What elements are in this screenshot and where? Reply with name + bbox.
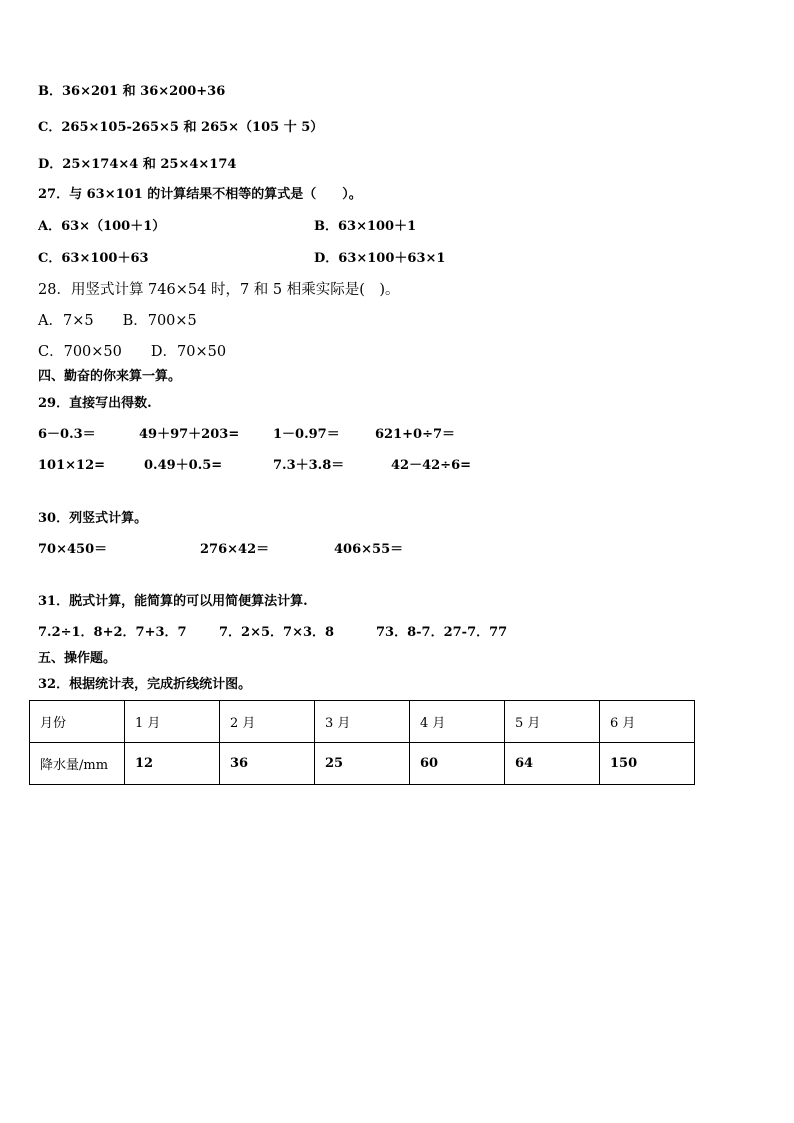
q27-option-c: C．63×100＋63 (38, 251, 149, 266)
table-cell: 月份 (30, 701, 125, 743)
table-row (30, 743, 695, 785)
q27-option-a: A．63×（100＋1） (38, 219, 166, 234)
q29-item: 0.49＋0.5= (144, 458, 223, 473)
table-cell: 6 月 (600, 701, 695, 743)
table-cell: 36 (220, 743, 315, 785)
q29-item: 621+0÷7＝ (375, 427, 456, 442)
table-cell: 64 (505, 743, 600, 785)
q26-option-b: B．36×201 和 36×200+36 (38, 84, 226, 99)
q26-option-c: C．265×105-265×5 和 265×（105 十 5） (38, 120, 324, 135)
q29-item: 7.3＋3.8＝ (273, 458, 345, 473)
q30-item: 70×450＝ (38, 542, 108, 557)
table-cell: 60 (410, 743, 505, 785)
q30-item: 406×55＝ (334, 542, 404, 557)
rainfall-table (29, 700, 695, 785)
q29-item: 49＋97＋203= (139, 427, 240, 442)
q27-option-b: B．63×100＋1 (314, 219, 417, 234)
q32-stem: 32．根据统计表，完成折线统计图。 (38, 677, 252, 692)
q29-item: 42－42÷6= (391, 458, 472, 473)
table-cell: 降水量/mm (30, 743, 125, 785)
table-cell: 4 月 (410, 701, 505, 743)
q29-item: 6－0.3＝ (38, 427, 96, 442)
table-cell: 1 月 (125, 701, 220, 743)
q29-stem: 29．直接写出得数. (38, 396, 152, 411)
q29-item: 1－0.97＝ (273, 427, 340, 442)
table-cell: 150 (600, 743, 695, 785)
q31-stem: 31．脱式计算，能简算的可以用简便算法计算. (38, 594, 308, 609)
section-4-heading: 四、勤奋的你来算一算。 (38, 369, 182, 384)
q27-stem: 27．与 63×101 的计算结果不相等的算式是（ ）。 (38, 187, 362, 202)
q31-item: 7．2×5．7×3．8 (219, 625, 335, 640)
q31-item: 73．8-7．27-7．77 (376, 625, 508, 640)
section-5-heading: 五、操作题。 (38, 651, 117, 666)
q30-item: 276×42＝ (200, 542, 270, 557)
q27-option-d: D．63×100＋63×1 (314, 251, 446, 266)
q29-item: 101×12= (38, 458, 106, 473)
q28-options-cd: C．700×50 D．70×50 (38, 344, 227, 360)
q28-stem: 28．用竖式计算 746×54 时，7 和 5 相乘实际是( )。 (38, 282, 400, 298)
table-header-row (30, 701, 695, 743)
q31-item: 7.2÷1．8+2．7+3．7 (38, 625, 187, 640)
table-cell: 25 (315, 743, 410, 785)
q30-stem: 30．列竖式计算。 (38, 511, 148, 526)
q26-option-d: D．25×174×4 和 25×4×174 (38, 157, 237, 172)
table-cell: 12 (125, 743, 220, 785)
table-cell: 2 月 (220, 701, 315, 743)
table-cell: 5 月 (505, 701, 600, 743)
q28-options-ab: A．7×5 B．700×5 (38, 313, 197, 329)
table-cell: 3 月 (315, 701, 410, 743)
